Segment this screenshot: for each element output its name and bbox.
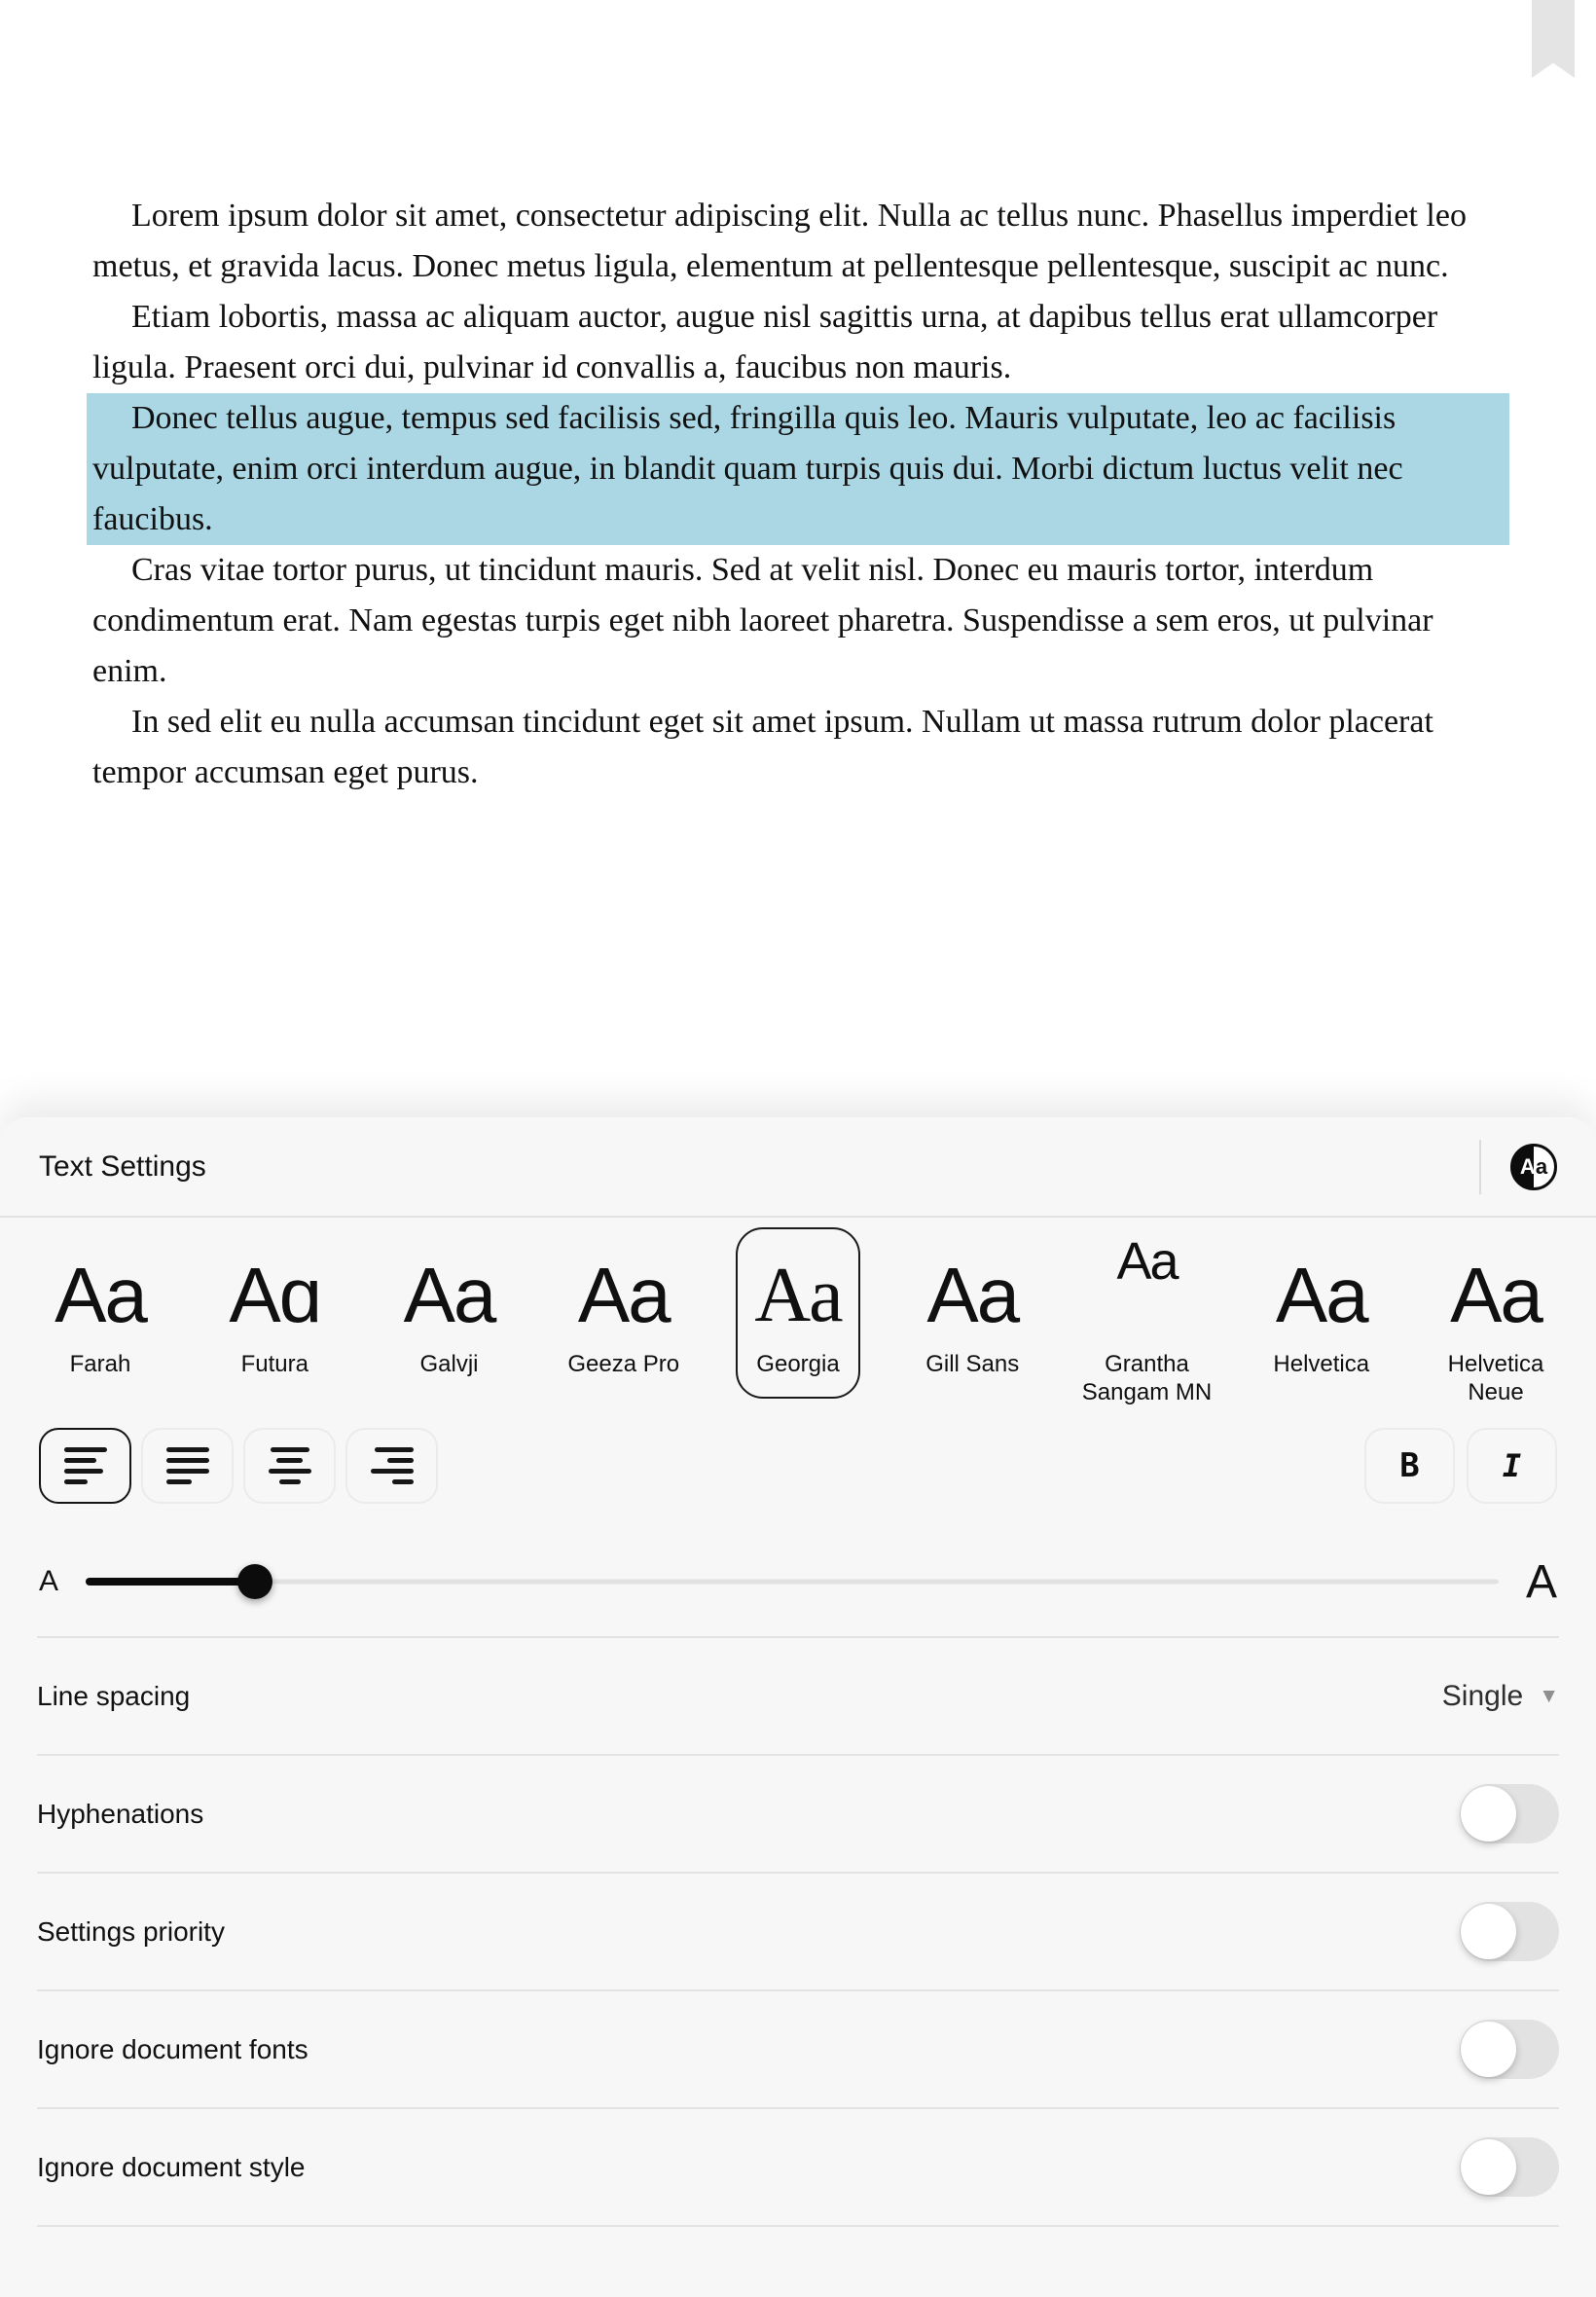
slider-fill [86, 1578, 255, 1586]
font-option-gill-sans[interactable] [899, 1231, 1045, 1418]
hyphenations-label: Hyphenations [37, 1798, 204, 1829]
font-size-slider-row [0, 1547, 1596, 1617]
theme-icon-letter-a: A [1519, 1153, 1536, 1179]
ignore-document-fonts-label: Ignore document fonts [37, 2033, 308, 2064]
align-left-icon [64, 1447, 107, 1484]
alignment-and-style-row [0, 1428, 1596, 1504]
style-group [1364, 1428, 1557, 1504]
font-label: Georgia [756, 1351, 840, 1377]
align-right-button[interactable] [345, 1428, 438, 1504]
italic-icon: I [1502, 1447, 1522, 1484]
book-page-text [92, 191, 1504, 798]
bookmark-ribbon-icon[interactable] [1532, 0, 1575, 78]
small-a-label: A [39, 1565, 59, 1597]
align-left-button[interactable] [39, 1428, 131, 1504]
settings-priority-row [37, 1874, 1559, 1991]
font-option-georgia[interactable] [725, 1231, 871, 1418]
big-a-label: A [1525, 1555, 1557, 1608]
align-center-icon [269, 1447, 311, 1484]
text-settings-panel [0, 1117, 1596, 2297]
font-label: Geeza Pro [567, 1351, 680, 1377]
ignore-document-fonts-row [37, 1991, 1559, 2109]
line-spacing-row [37, 1638, 1559, 1756]
paragraph: Lorem ipsum dolor sit amet, consectetur adipiscing elit. Nulla ac tellus nunc. Phasellus imperdiet leo metus, et gravida lacus. Donec metus ligula, elementum at pellentesque pellentesque, suscipit ac nunc. [92, 198, 1467, 284]
line-spacing-dropdown[interactable] [1442, 1680, 1559, 1713]
toggle-knob [1461, 1904, 1516, 1959]
font-option-helvetica-neue[interactable] [1423, 1231, 1569, 1418]
font-label: Galvji [419, 1351, 479, 1377]
paragraph: Etiam lobortis, massa ac aliquam auctor, augue nisl sagittis urna, at dapibus tellus erat ullamcorper ligula. Praesent orci dui, pulvinar id convallis a, faucibus non mauris. [92, 299, 1438, 385]
font-picker [0, 1218, 1596, 1418]
font-sample: Aa [54, 1252, 146, 1338]
font-label: Grantha Sangam MN [1081, 1351, 1213, 1405]
settings-priority-toggle[interactable] [1460, 1902, 1559, 1961]
slider-thumb[interactable] [237, 1564, 272, 1599]
header-right [1479, 1140, 1557, 1194]
align-justify-button[interactable] [141, 1428, 234, 1504]
panel-header [0, 1117, 1596, 1218]
font-option-geeza-pro[interactable] [551, 1231, 697, 1418]
ignore-document-fonts-toggle[interactable] [1460, 2020, 1559, 2079]
font-option-grantha-sangam-mn[interactable] [1074, 1231, 1220, 1418]
align-justify-icon [166, 1447, 209, 1484]
settings-priority-label: Settings priority [37, 1915, 225, 1947]
font-option-galvji[interactable] [377, 1231, 523, 1418]
hyphenations-row [37, 1756, 1559, 1874]
font-option-helvetica[interactable] [1249, 1231, 1395, 1418]
line-spacing-label: Line spacing [37, 1680, 191, 1711]
ignore-document-style-toggle[interactable] [1460, 2137, 1559, 2197]
font-sample: Aa [926, 1252, 1019, 1338]
theme-icon-letter-a-lower: a [1535, 1153, 1548, 1179]
hyphenations-toggle[interactable] [1460, 1784, 1559, 1843]
font-sample: Aa [1116, 1232, 1178, 1291]
font-option-farah[interactable] [27, 1231, 173, 1418]
toggle-knob [1461, 2022, 1516, 2077]
bold-button[interactable] [1364, 1428, 1455, 1504]
alignment-group [39, 1428, 438, 1504]
font-sample: Aa [1275, 1252, 1367, 1338]
line-spacing-value: Single [1441, 1679, 1524, 1712]
font-sample: Aɑ [229, 1252, 321, 1338]
toggle-knob [1461, 2139, 1516, 2195]
panel-title: Text Settings [39, 1149, 206, 1183]
ignore-document-style-label: Ignore document style [37, 2151, 306, 2182]
themes-aa-icon[interactable] [1510, 1144, 1557, 1190]
font-label: Futura [240, 1351, 308, 1377]
ignore-document-style-row [37, 2109, 1559, 2227]
paragraph: In sed elit eu nulla accumsan tincidunt eget sit amet ipsum. Nullam ut massa rutrum dolor placerat tempor accumsan eget purus. [92, 704, 1433, 790]
highlighted-paragraph[interactable]: Donec tellus augue, tempus sed facilisis sed, fringilla quis leo. Mauris vulputate, leo ac facilisis vulputate, enim orci interdum augue, in blandit quam turpis quis dui. Morbi dictum luctus velit nec faucibus. [87, 393, 1509, 545]
font-option-futura[interactable] [201, 1231, 347, 1418]
font-label: Gill Sans [925, 1351, 1020, 1377]
italic-button[interactable] [1467, 1428, 1557, 1504]
font-sample: Aa [1450, 1252, 1542, 1338]
font-sample: Aa [577, 1252, 670, 1338]
align-center-button[interactable] [243, 1428, 336, 1504]
paragraph: Cras vitae tortor purus, ut tincidunt mauris. Sed at velit nisl. Donec eu mauris tortor, interdum condimentum erat. Nam egestas turpis eget nibh laoreet pharetra. Suspendisse a sem eros, ut pulvinar enim. [92, 552, 1433, 689]
bold-icon: B [1399, 1446, 1420, 1485]
toggle-knob [1461, 1786, 1516, 1841]
font-label: Helvetica [1273, 1351, 1370, 1377]
slider-rail [86, 1580, 1499, 1585]
align-right-icon [371, 1447, 414, 1484]
header-divider [1479, 1140, 1481, 1194]
font-sample: Aa [754, 1253, 842, 1338]
font-sample: Aa [403, 1252, 495, 1338]
font-label: Helvetica Neue [1447, 1351, 1544, 1405]
settings-list [37, 1636, 1559, 2227]
font-label: Farah [69, 1351, 131, 1377]
font-size-slider[interactable] [86, 1564, 1499, 1599]
chevron-down-icon: ▼ [1539, 1684, 1559, 1707]
